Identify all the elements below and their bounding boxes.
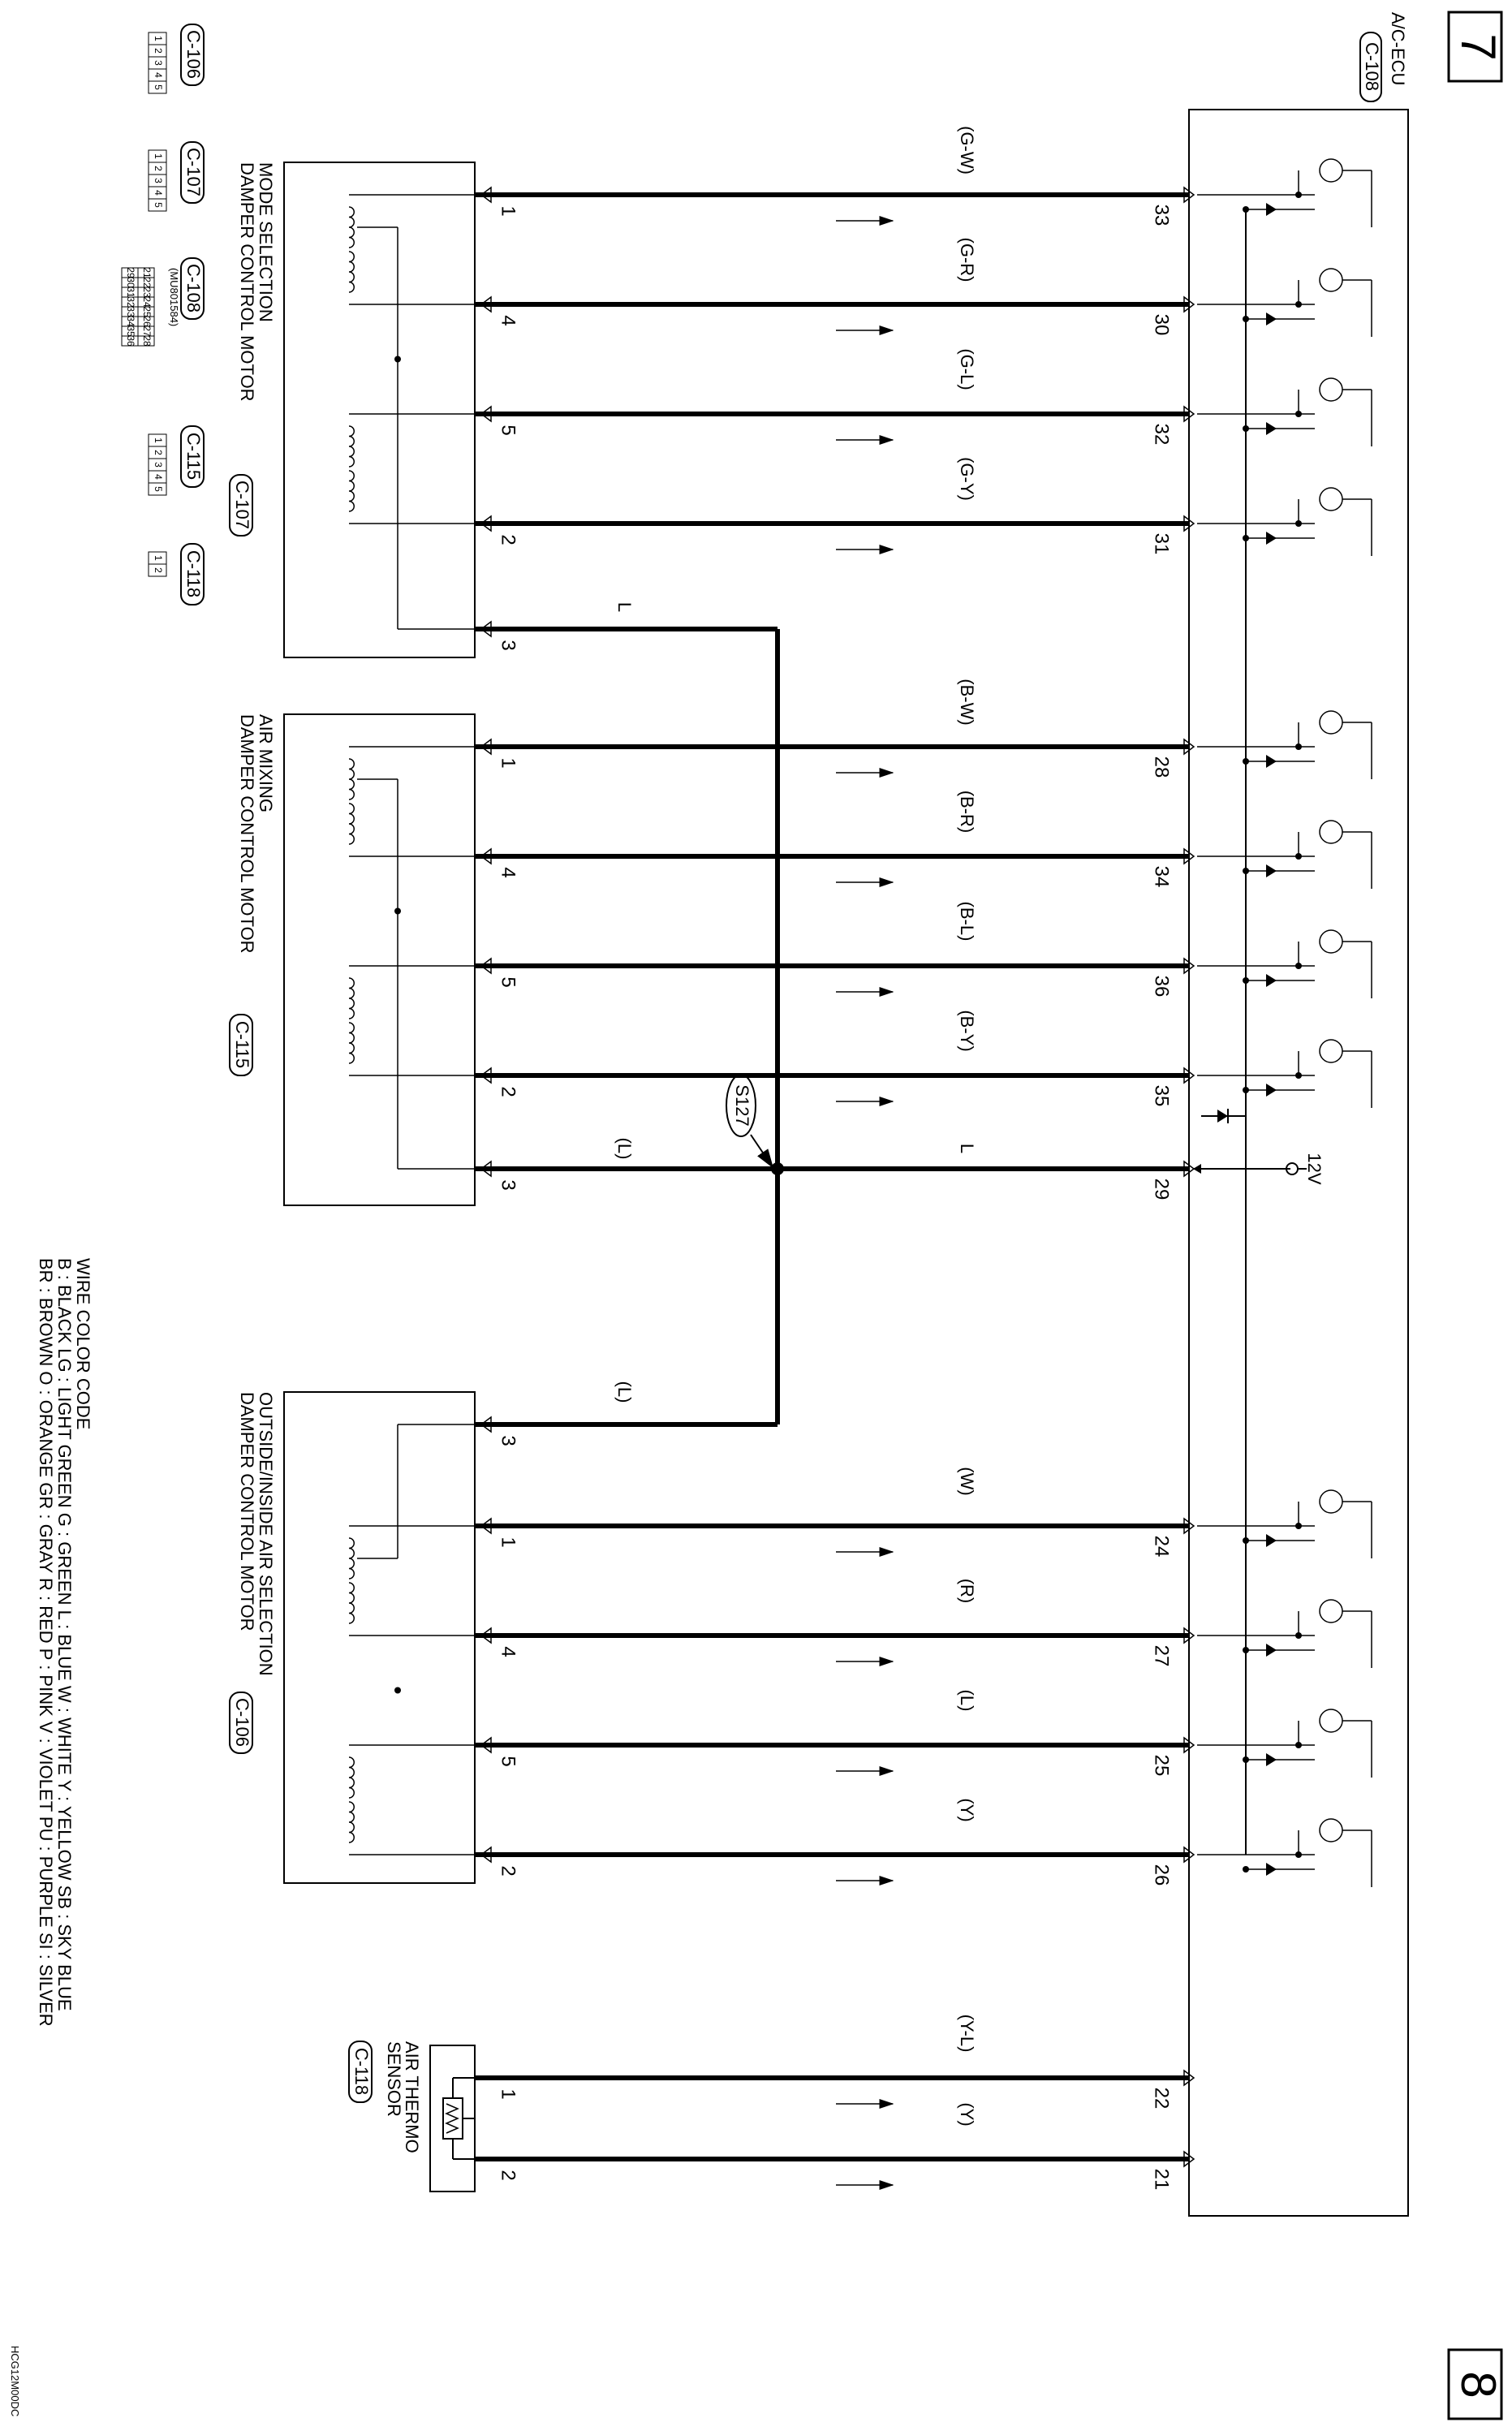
transistor-icon bbox=[1320, 930, 1342, 953]
sensor-pin-number: 1 bbox=[497, 2088, 519, 2100]
motor-coils-air-mix bbox=[349, 747, 475, 1169]
svg-text:B : BLACK LG : LIGHT GREEN: B : BLACK LG : LIGHT GREEN G : GREEN L : BLUE W : WHITE Y : YELLOW SB : SKY BLUE bbox=[54, 1258, 75, 2011]
svg-text:AIR MIXING: AIR MIXING bbox=[256, 714, 276, 813]
junction-dot bbox=[1243, 977, 1249, 984]
connector-view-c106 bbox=[149, 24, 204, 93]
motor-common-pin: 3 bbox=[497, 640, 519, 651]
motor-pin-number: 4 bbox=[497, 315, 519, 326]
connector-pin-label: 2 bbox=[152, 450, 164, 455]
connector-pin-label: 2 bbox=[152, 48, 164, 54]
junction-dot bbox=[1243, 758, 1249, 765]
svg-text:S127: S127 bbox=[732, 1084, 753, 1127]
motor-mode-selection bbox=[230, 162, 475, 657]
svg-text:12V: 12V bbox=[1304, 1153, 1325, 1185]
svg-text:AIR THERMO: AIR THERMO bbox=[402, 2041, 422, 2153]
svg-text:BR : BROWN O : ORANGE GR: BR : BROWN O : ORANGE GR : GRAY R : RED P : PINK V : VIOLET PU : PURPLE SI : SILVER bbox=[36, 1258, 56, 2027]
connector-pin-label: 2 bbox=[152, 166, 164, 171]
diode-icon bbox=[1266, 755, 1277, 768]
connector-pin-label: 4 bbox=[152, 474, 164, 480]
transistor-icon bbox=[1320, 378, 1342, 401]
ecu-pin-number: 30 bbox=[1150, 313, 1173, 336]
coil-icon bbox=[349, 1023, 354, 1063]
motor-pin-number: 4 bbox=[497, 867, 519, 878]
connector-pin-label: 5 bbox=[152, 202, 164, 208]
diode-icon bbox=[1266, 1863, 1277, 1876]
ecu-pin-number: 26 bbox=[1150, 1864, 1173, 1886]
junction-dot bbox=[394, 356, 401, 363]
wire-color-label: (G-R) bbox=[957, 237, 978, 282]
junction-dot bbox=[1243, 535, 1249, 541]
svg-text:WIRE COLOR CODE: WIRE COLOR CODE bbox=[73, 1258, 93, 1430]
connector-pin-label: 28 bbox=[140, 335, 153, 347]
ecu-pin-number: 34 bbox=[1150, 865, 1173, 888]
transistor-icon bbox=[1320, 159, 1342, 182]
ecu-pin-number: 21 bbox=[1150, 2168, 1173, 2191]
diode-icon bbox=[1266, 532, 1277, 545]
connector-pin-label: 36 bbox=[124, 335, 136, 347]
ecu-pin-number: 28 bbox=[1150, 756, 1173, 778]
ecu-pin-number: 36 bbox=[1150, 975, 1173, 998]
splice-s127 bbox=[726, 1075, 773, 1167]
transistor-icon bbox=[1320, 711, 1342, 734]
connector-pin-label: 22 bbox=[140, 277, 153, 288]
connector-pin-label: 1 bbox=[152, 437, 164, 443]
wire-color-label: (R) bbox=[957, 1578, 978, 1604]
diode-icon bbox=[1266, 1534, 1277, 1547]
splice-dot bbox=[771, 1162, 784, 1175]
transistor-icon bbox=[1320, 488, 1342, 511]
motor-pin-number: 5 bbox=[497, 976, 519, 988]
svg-text:A/C-ECU: A/C-ECU bbox=[1388, 12, 1408, 86]
motor-pin-number: 1 bbox=[497, 205, 519, 217]
supply-12v bbox=[1193, 1153, 1325, 1184]
wire-color-label: (B-R) bbox=[957, 790, 978, 834]
svg-text:DAMPER CONTROL MOTOR: DAMPER CONTROL MOTOR bbox=[237, 714, 257, 954]
motor-outside-inside bbox=[230, 1392, 475, 1883]
svg-text:OUTSIDE/INSIDE AIR SELECTION: OUTSIDE/INSIDE AIR SELECTION bbox=[256, 1392, 276, 1676]
svg-text:DAMPER CONTROL MOTOR: DAMPER CONTROL MOTOR bbox=[237, 162, 257, 402]
diode-icon bbox=[1266, 203, 1277, 216]
connector-pin-label: 27 bbox=[140, 325, 153, 337]
wire-color-label: (G-L) bbox=[957, 348, 978, 390]
transistor-icon bbox=[1320, 1819, 1342, 1842]
motor-pin-number: 5 bbox=[497, 1756, 519, 1767]
diode-icon bbox=[1266, 1753, 1277, 1766]
sensor-pin-number: 2 bbox=[497, 2170, 519, 2181]
junction-dot bbox=[1243, 316, 1249, 322]
svg-text:C-108: C-108 bbox=[183, 264, 205, 312]
coil-icon bbox=[349, 1583, 354, 1623]
coil-icon bbox=[349, 978, 354, 1019]
svg-text:8: 8 bbox=[1451, 2371, 1506, 2398]
wire-color-label: (G-W) bbox=[957, 126, 978, 175]
junction-dot bbox=[394, 908, 401, 915]
motor-pin-number: 4 bbox=[497, 1646, 519, 1657]
coil-icon bbox=[349, 1757, 354, 1798]
ecu-pin-number: 27 bbox=[1150, 1644, 1173, 1667]
junction-dot bbox=[394, 1687, 401, 1694]
wire-color-label: L bbox=[614, 601, 635, 613]
wire-color-code bbox=[36, 1258, 93, 2027]
connector-view-c107 bbox=[149, 142, 204, 211]
wire-color-label: (Y-L) bbox=[957, 2014, 978, 2053]
junction-dot bbox=[1243, 1756, 1249, 1763]
ecu-box bbox=[1189, 110, 1408, 2216]
diode-icon bbox=[1266, 974, 1277, 987]
connector-pin-label: 30 bbox=[124, 277, 136, 288]
connector-pin-label: 3 bbox=[152, 178, 164, 183]
connector-pin-label: 24 bbox=[140, 296, 153, 308]
svg-text:C-115: C-115 bbox=[232, 1020, 253, 1069]
connector-pin-label: 31 bbox=[124, 287, 136, 298]
connector-pin-label: 29 bbox=[124, 267, 136, 278]
figure-code: HCG12M00DC bbox=[9, 2346, 21, 2417]
connector-pin-label: 2 bbox=[152, 567, 164, 573]
transistor-icon bbox=[1320, 821, 1342, 843]
diode-icon bbox=[1266, 1644, 1277, 1657]
junction-dot bbox=[1243, 425, 1249, 432]
ecu-title bbox=[1360, 12, 1408, 101]
wire-color-label: (Y) bbox=[957, 1798, 978, 1822]
connector-pin-label: 4 bbox=[152, 190, 164, 196]
motor-pin-number: 1 bbox=[497, 1536, 519, 1548]
coil-icon bbox=[349, 426, 354, 467]
wire-color-label: (L) bbox=[957, 1689, 978, 1712]
coil-icon bbox=[349, 804, 354, 844]
svg-text:C-107: C-107 bbox=[183, 148, 205, 196]
wire-color-label: (G-Y) bbox=[957, 457, 978, 501]
connector-pin-label: 35 bbox=[124, 325, 136, 337]
motor-pin-number: 2 bbox=[497, 1865, 519, 1877]
connector-pin-label: 25 bbox=[140, 306, 153, 317]
junction-dot bbox=[1243, 1866, 1249, 1873]
svg-text:7: 7 bbox=[1451, 33, 1506, 61]
ecu-pin-number: 31 bbox=[1150, 532, 1173, 555]
motor-air-mixing bbox=[230, 714, 475, 1205]
connector-view-c108 bbox=[122, 258, 204, 347]
ecu-pin-number: 22 bbox=[1150, 2087, 1173, 2110]
ecu-pin-number: 33 bbox=[1150, 204, 1173, 226]
transistor-icon bbox=[1320, 1040, 1342, 1062]
wire-color-label: (Y) bbox=[957, 2102, 978, 2127]
coil-icon bbox=[349, 1802, 354, 1842]
coil-icon bbox=[349, 471, 354, 511]
connector-pin-label: 26 bbox=[140, 316, 153, 327]
transistor-icon bbox=[1320, 1600, 1342, 1623]
motor-pin-number: 2 bbox=[497, 1086, 519, 1097]
junction-dot bbox=[1243, 1647, 1249, 1653]
transistor-icon bbox=[1320, 1490, 1342, 1513]
motor-pin-number: 2 bbox=[497, 534, 519, 545]
svg-text:SENSOR: SENSOR bbox=[384, 2041, 404, 2117]
wire-color-label: (L) bbox=[614, 1381, 635, 1403]
air-thermo-sensor bbox=[349, 2041, 475, 2192]
svg-text:C-106: C-106 bbox=[232, 1698, 253, 1747]
connector-pin-label: 1 bbox=[152, 36, 164, 41]
coil-icon bbox=[349, 759, 354, 799]
zener-diode bbox=[1201, 1109, 1246, 1123]
svg-text:(MU801584): (MU801584) bbox=[168, 268, 180, 327]
svg-text:C-108: C-108 bbox=[1362, 42, 1383, 91]
ecu-pin-number: 32 bbox=[1150, 423, 1173, 446]
connector-pin-label: 23 bbox=[140, 287, 153, 298]
connector-pin-label: 21 bbox=[140, 267, 153, 278]
connector-pin-label: 5 bbox=[152, 486, 164, 492]
svg-text:C-118: C-118 bbox=[183, 549, 205, 598]
connector-pin-label: 3 bbox=[152, 60, 164, 66]
svg-text:C-118: C-118 bbox=[351, 2047, 373, 2096]
diode-icon bbox=[1266, 422, 1277, 435]
connector-pin-label: 4 bbox=[152, 72, 164, 78]
motor-pin-number: 1 bbox=[497, 757, 519, 769]
connector-pin-label: 34 bbox=[124, 316, 136, 327]
connector-pin-label: 33 bbox=[124, 306, 136, 317]
junction-dot bbox=[1243, 1537, 1249, 1544]
motor-common-pin: 3 bbox=[497, 1435, 519, 1446]
svg-text:C-107: C-107 bbox=[232, 481, 253, 529]
junction-dot bbox=[1243, 206, 1249, 213]
coil-icon bbox=[349, 1538, 354, 1579]
transistor-icon bbox=[1320, 269, 1342, 291]
svg-text:DAMPER CONTROL MOTOR: DAMPER CONTROL MOTOR bbox=[237, 1392, 257, 1631]
connector-pin-label: 32 bbox=[124, 296, 136, 308]
wire-color-label: (B-L) bbox=[957, 901, 978, 942]
wires bbox=[453, 126, 1194, 2190]
motor-coils-mode bbox=[349, 195, 475, 629]
svg-text:C-106: C-106 bbox=[183, 30, 205, 79]
connector-view-c118 bbox=[149, 544, 204, 605]
connector-pin-label: 3 bbox=[152, 462, 164, 468]
wire-color-label: L bbox=[957, 1143, 978, 1154]
diode-icon bbox=[1266, 312, 1277, 325]
wire-color-label: (W) bbox=[957, 1467, 978, 1496]
wire-color-label: (L) bbox=[614, 1137, 635, 1160]
connector-view-c115 bbox=[149, 426, 204, 495]
ecu-drivers bbox=[1197, 159, 1372, 1887]
coil-icon bbox=[349, 252, 354, 292]
page-number-top bbox=[1449, 12, 1506, 81]
diode-icon bbox=[1266, 864, 1277, 877]
coil-icon bbox=[349, 207, 354, 248]
transistor-icon bbox=[1320, 1709, 1342, 1732]
ecu-pin-number: 29 bbox=[1150, 1178, 1173, 1200]
svg-text:C-115: C-115 bbox=[183, 432, 205, 481]
svg-text:MODE SELECTION: MODE SELECTION bbox=[256, 162, 276, 322]
motor-coils-outside-inside bbox=[349, 1424, 475, 1855]
motor-pin-number: 5 bbox=[497, 425, 519, 436]
connector-pin-label: 1 bbox=[152, 555, 164, 561]
connector-pin-label: 5 bbox=[152, 84, 164, 90]
junction-dot bbox=[1243, 868, 1249, 874]
ecu-pin-number: 24 bbox=[1150, 1535, 1173, 1558]
ecu-pin-number: 35 bbox=[1150, 1084, 1173, 1107]
junction-dot bbox=[1243, 1087, 1249, 1093]
diode-icon bbox=[1266, 1084, 1277, 1097]
page-number-bottom bbox=[1449, 2350, 1506, 2419]
wire-color-label: (B-W) bbox=[957, 679, 978, 726]
ecu-pin-number: 25 bbox=[1150, 1754, 1173, 1777]
wire-color-label: (B-Y) bbox=[957, 1010, 978, 1052]
connector-pin-label: 1 bbox=[152, 153, 164, 159]
motor-common-pin: 3 bbox=[497, 1179, 519, 1191]
